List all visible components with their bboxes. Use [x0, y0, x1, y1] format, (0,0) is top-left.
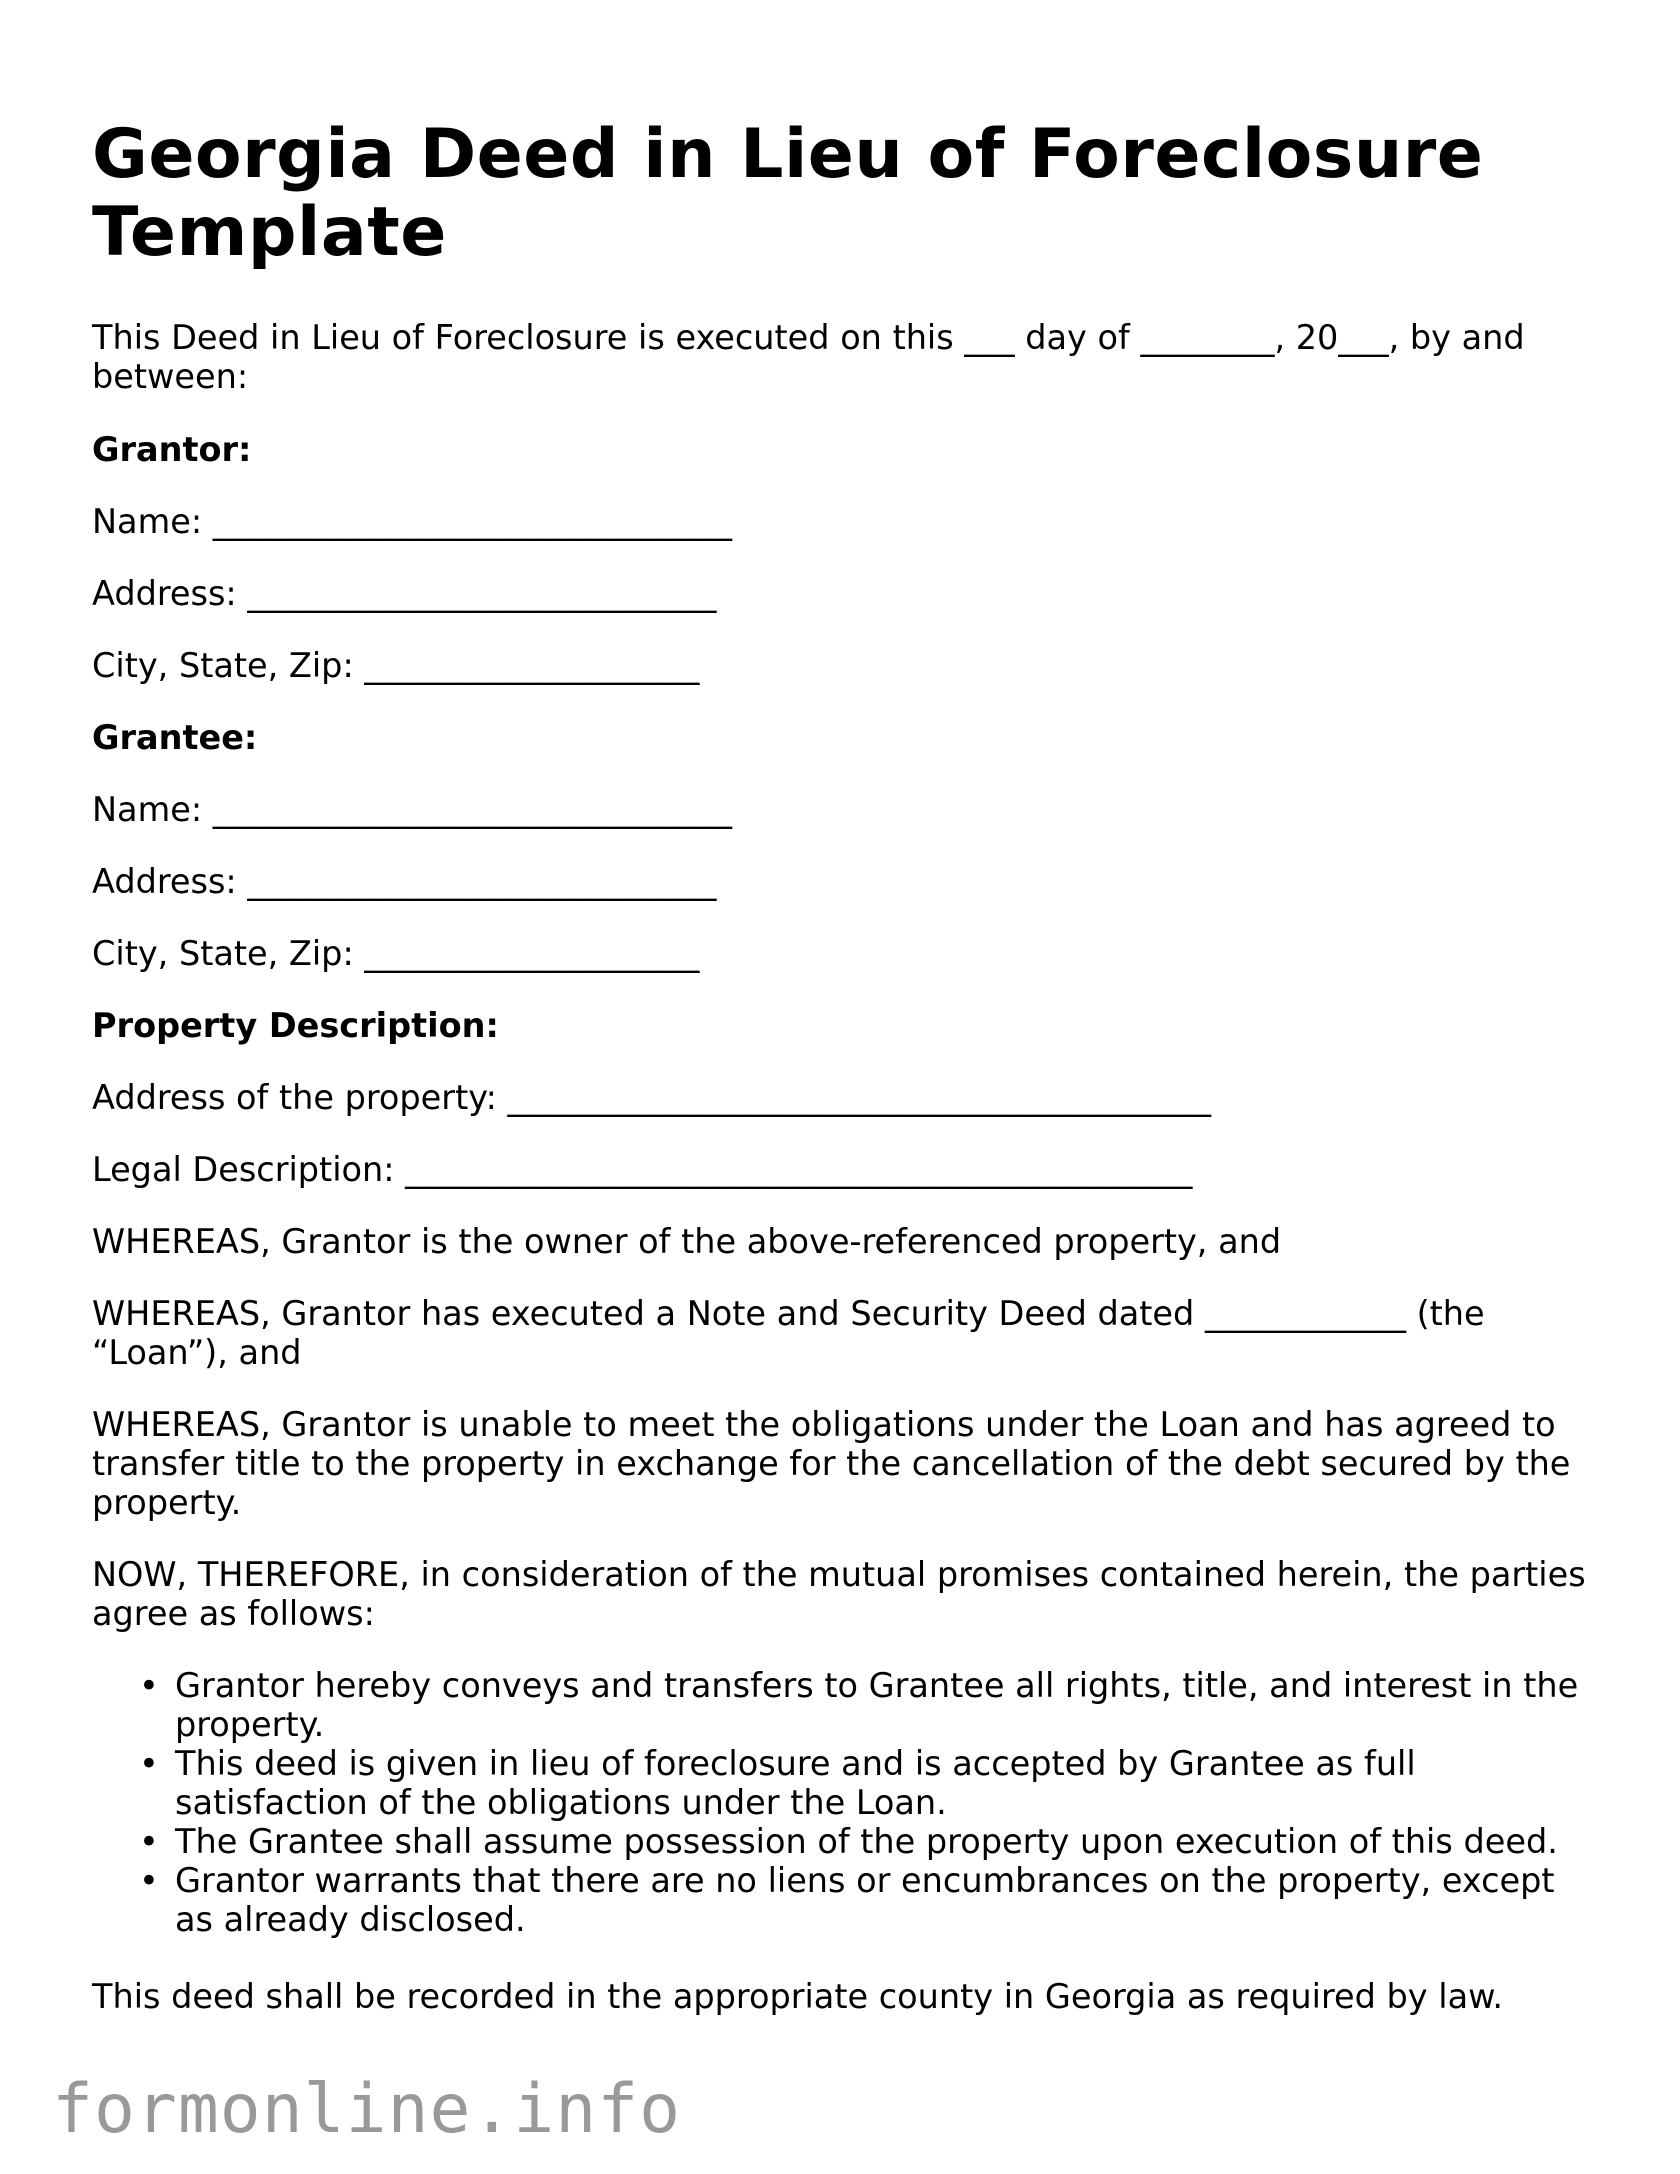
- grantor-address-field: Address: ____________________________: [92, 574, 717, 613]
- terms-list: [92, 1666, 1592, 1939]
- grantee-heading: Grantee:: [92, 718, 258, 757]
- closing-paragraph: This deed shall be recorded in the appropriate county in Georgia as required by law.: [92, 1977, 1504, 2016]
- bullet: •: [139, 1666, 159, 1705]
- term-text: The Grantee shall assume possession of the property upon execution of this deed.: [175, 1822, 1558, 1861]
- bullet: •: [139, 1861, 159, 1900]
- grantee-city-field: City, State, Zip: ____________________: [92, 934, 700, 973]
- grantee-address-field: Address: ____________________________: [92, 862, 717, 901]
- now-therefore-paragraph: NOW, THEREFORE, in consideration of the mutual promises contained herein, the parties agree as follows:: [92, 1555, 1586, 1633]
- watermark: formonline.info: [52, 2070, 682, 2149]
- list-item: [139, 1861, 1592, 1939]
- term-text: Grantor warrants that there are no liens or encumbrances on the property, except as already disclosed.: [175, 1861, 1555, 1939]
- term-text: Grantor hereby conveys and transfers to Grantee all rights, title, and interest in the property.: [175, 1666, 1579, 1744]
- bullet: •: [139, 1822, 159, 1861]
- intro-paragraph: This Deed in Lieu of Foreclosure is executed on this ___ day of ________, 20___, by and between:: [92, 318, 1525, 396]
- page-title: Georgia Deed in Lieu of Foreclosure Template: [92, 115, 1484, 272]
- grantor-name-field: Name: _______________________________: [92, 502, 733, 541]
- property-heading: Property Description:: [92, 1006, 499, 1045]
- term-text: This deed is given in lieu of foreclosure and is accepted by Grantee as full satisfaction of the obligations under the Loan.: [175, 1744, 1416, 1822]
- bullet: •: [139, 1744, 159, 1783]
- grantee-name-field: Name: _______________________________: [92, 790, 733, 829]
- list-item: [139, 1744, 1592, 1822]
- whereas-clause: WHEREAS, Grantor is the owner of the above-referenced property, and: [92, 1222, 1282, 1261]
- grantor-city-field: City, State, Zip: ____________________: [92, 646, 700, 685]
- grantor-heading: Grantor:: [92, 430, 252, 469]
- list-item: [139, 1822, 1592, 1861]
- legal-description-field: Legal Description: _______________________________________________: [92, 1150, 1193, 1189]
- list-item: [139, 1666, 1592, 1744]
- property-address-field: Address of the property: __________________________________________: [92, 1078, 1212, 1117]
- whereas-clause: WHEREAS, Grantor is unable to meet the obligations under the Loan and has agreed to transfer title to the property in exchange for the cancellation of the debt secured by the property.: [92, 1405, 1571, 1522]
- whereas-clause: WHEREAS, Grantor has executed a Note and Security Deed dated ____________ (the “Loan”), and: [92, 1294, 1485, 1372]
